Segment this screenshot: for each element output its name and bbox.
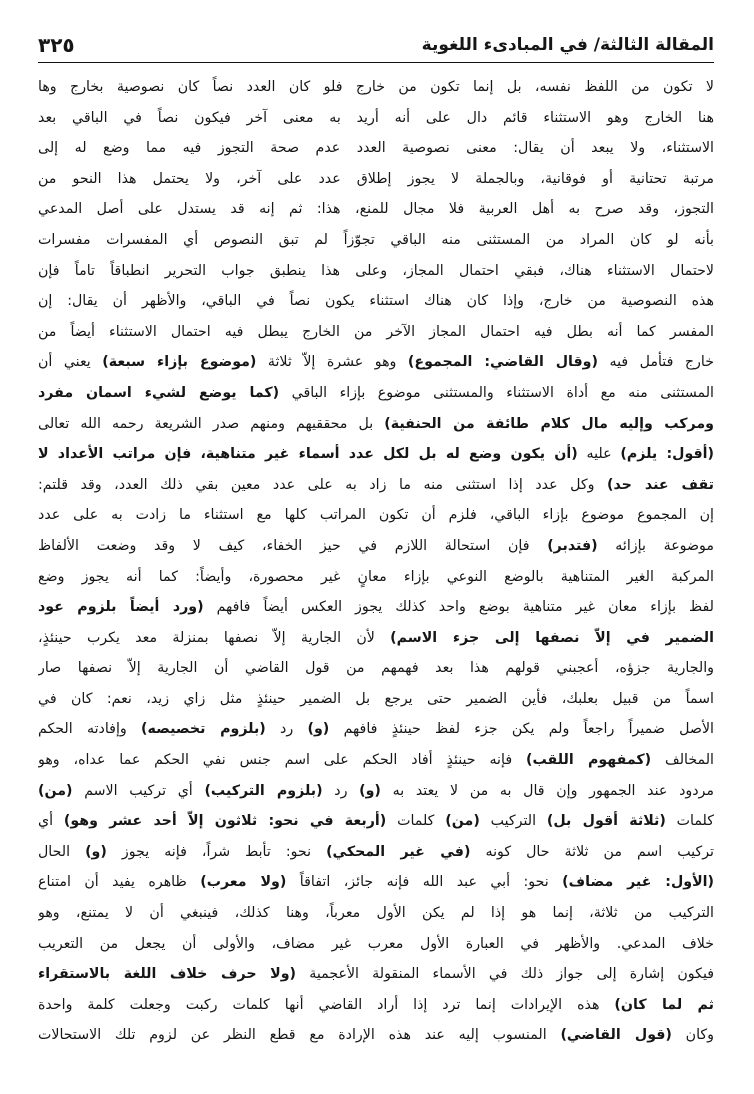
- text-span: المستثنى منه مع أداة الاستثناء والمستثنى موضوع بإزاء الباقي: [279, 384, 714, 401]
- page-number: ٣٢٥: [38, 33, 75, 57]
- text-span: المخالف: [651, 752, 714, 769]
- bold-phrase: (فتدبر): [547, 537, 598, 554]
- text-line: [38, 776, 714, 807]
- text-line: [38, 990, 714, 1021]
- text-line: [38, 133, 714, 164]
- bold-phrase: (أن يكون وضع له بل لكل عدد أسماء غير متناهية، فإن مراتب الأعداد لا: [38, 446, 578, 463]
- text-line: [38, 164, 714, 195]
- bold-phrase: (كمفهوم اللقب): [526, 752, 652, 769]
- text-line: [38, 470, 714, 501]
- text-span: كلمات: [665, 813, 714, 830]
- bold-phrase: (و): [85, 843, 107, 860]
- text-line: [38, 256, 714, 287]
- text-line: [38, 347, 714, 378]
- text-span: أي: [38, 813, 64, 830]
- text-span: التركيب: [479, 813, 547, 830]
- text-span: فإن استحالة اللازم في حيز الخفاء، كيف لا وقد وضعت الألفاظ: [38, 537, 548, 554]
- text-line: [38, 592, 714, 623]
- chapter-title: المقالة الثالثة/ في المبادىء اللغوية: [421, 35, 714, 55]
- text-line: [38, 806, 714, 837]
- text-span: فيكون إشارة إلى جواز ذلك في الأسماء المنقولة الأعجمية: [296, 966, 714, 983]
- text-span: هذه النصوصية من خارج، وإذا كان هناك استثناء يكون نصاً في الباقي، والأظهر أن يقال: إن: [38, 293, 714, 310]
- text-span: أي تركيب الاسم: [72, 782, 205, 799]
- text-span: يعني أن: [38, 354, 103, 371]
- text-span: كلمات: [386, 813, 446, 830]
- text-span: رد: [265, 721, 308, 738]
- text-line: [38, 286, 714, 317]
- bold-phrase: (أقول: يلزم): [620, 446, 714, 463]
- text-line: [38, 103, 714, 134]
- text-span: الأصل ضميراً راجعاً ولم يكن جزء لفظ حينئذٍ فافهم: [329, 721, 714, 738]
- text-span: وإفادته الحكم: [38, 721, 142, 738]
- text-span: إن المجموع موضوع بإزاء الباقي، فلزم أن تكون المراتب كلها مع استثناء ما زادت به على عدد: [38, 507, 714, 524]
- text-line: [38, 409, 714, 440]
- text-line: [38, 72, 714, 103]
- text-line: [38, 439, 714, 470]
- text-span: خلاف المدعي. والأظهر في العبارة الأول معرب غير مضاف، والأولى أن يجعل من التعريب: [38, 935, 714, 952]
- bold-phrase: (بلزوم التركيب): [204, 782, 323, 799]
- bold-phrase: (و): [359, 782, 381, 799]
- bold-phrase: (ثلاثة أقول بل): [546, 813, 666, 830]
- text-line: [38, 929, 714, 960]
- text-line: [38, 653, 714, 684]
- bold-phrase: (ورد أيضاً بلزوم عود: [38, 599, 204, 616]
- text-span: الحال: [38, 843, 86, 860]
- bold-phrase: تقف عند حد): [607, 476, 714, 493]
- bold-phrase: (كما يوضع لشيء اسمان مفرد: [38, 384, 280, 401]
- text-span: مردود عند الجمهور وإن قال به من لا يعتد به: [380, 782, 714, 799]
- text-span: التركيب من ثلاثة، إنما هو إذا لم يكن الأول معرباً، وهنا كذلك، فينبغي أن لا يمتنع، وهو: [38, 905, 714, 922]
- bold-phrase: (بلزوم تخصيصه): [141, 721, 266, 738]
- text-span: تركيب اسم من ثلاثة حال كونه: [470, 843, 714, 860]
- running-header: [38, 28, 714, 63]
- bold-phrase: (ولا معرب): [200, 874, 287, 891]
- bold-phrase: (الأول: غير مضاف): [562, 874, 714, 891]
- text-span: الاستثناء، ولا يبعد أن يقال: معنى نصوصية العدد عدم صحة التجوز فيه مما وضع له إلى: [38, 140, 714, 157]
- text-span: مرتبة تحتانية أو فوقانية، وبالجملة لا يجوز إطلاق عدد على آخر، ولا يحتمل هذا النحو من: [38, 170, 714, 187]
- text-span: وكل عدد إذا استثنى منه ما زاد به على عدد معين بقي ذلك العدد، وقد قلتم:: [38, 476, 607, 493]
- text-line: [38, 225, 714, 256]
- bold-phrase: (وقال القاضي: المجموع): [407, 354, 598, 371]
- text-line: [38, 531, 714, 562]
- bold-phrase: (موضوع بإزاء سبعة): [102, 354, 257, 371]
- text-span: نحو: تأبط شراً، فإنه يجوز: [106, 843, 327, 860]
- text-span: ظاهره يفيد أن امتناع: [38, 874, 201, 891]
- text-span: بل محققيهم ومنهم صدر الشريعة رحمه الله تعالى: [38, 415, 385, 432]
- text-span: لا تكون من اللفظ نفسه، بل إنما تكون من خارج فلو كان العدد نصاً كان نصوصية بخارج وها: [38, 79, 714, 95]
- bold-phrase: الضمير في إلاّ نصفها إلى جزء الاسم): [390, 629, 714, 646]
- text-line: [38, 959, 714, 990]
- bold-phrase: (قول القاضي): [560, 1027, 672, 1044]
- bold-phrase: (في غير المحكي): [326, 843, 471, 860]
- text-span: المنسوب إليه عند هذه الإرادة مع قطع النظر عن لزوم تلك الاستحالات: [38, 1027, 561, 1044]
- text-line: [38, 745, 714, 776]
- text-line: [38, 378, 714, 409]
- bold-phrase: ثم لما كان): [614, 996, 714, 1013]
- bold-phrase: (من): [445, 813, 480, 830]
- text-span: التجوز، وقد صرح به أهل العربية فلا مجال للمنع، هذا: ثم إنه قد يستدل على أصل المدعي: [38, 201, 714, 218]
- text-line: [38, 194, 714, 225]
- bold-phrase: ومركب وإليه مال كلام طائفة من الحنفية): [384, 415, 714, 432]
- text-span: بأنه لو كان المراد من المستثنى منه الباقي تجوّزاً لم تبق النصوص أي المفسرات مفسرات: [38, 231, 714, 248]
- text-line: [38, 837, 714, 868]
- text-line: [38, 684, 714, 715]
- text-line: [38, 317, 714, 348]
- text-span: وكان: [671, 1027, 714, 1044]
- text-line: [38, 1020, 714, 1051]
- text-span: لاحتمال الاستثناء هناك، فبقي احتمال المجاز، وعلى هذا ينطبق جواب التحرير انطباقاً تاماً فإن: [38, 262, 714, 279]
- text-span: لفظ بإزاء معان غير متناهية بوضع واحد كذلك يجوز العكس أيضاً فافهم: [203, 599, 714, 616]
- text-span: وهو عشرة إلاّ ثلاثة: [256, 354, 408, 371]
- text-line: [38, 867, 714, 898]
- text-line: [38, 562, 714, 593]
- text-line: [38, 623, 714, 654]
- text-span: والجارية جزؤه، أعجبني قولهم هذا بعد فهمهم من قول القاضي أن الجارية إلاّ نصفها صار: [38, 660, 714, 677]
- text-span: هنا الخارج وهو الاستثناء قائم دال على أنه أريد به معنى آخر فيكون نصاً في الباقي بعد: [38, 109, 714, 126]
- text-span: عليه: [577, 446, 621, 463]
- bold-phrase: (أربعة في نحو: ثلاثون إلاّ أحد عشر وهو): [63, 813, 387, 830]
- bold-phrase: (ولا حرف خلاف اللغة بالاستقراء: [38, 966, 297, 983]
- text-span: اسماً من قبيل بعلبك، فأين الضمير حتى يرجع بل الضمير حينئذٍ مثل زاي زيد، نعم: كان في: [38, 690, 714, 707]
- bold-phrase: (و): [307, 721, 330, 738]
- text-span: المركبة الغير المتناهية بالوضع النوعي بإزاء معانٍ غير محصورة، وأيضاً: كما أنه يجوز وضع: [38, 568, 714, 585]
- text-line: [38, 898, 714, 929]
- text-span: لأن الجارية إلاّ نصفها بمنزلة معد يكرب حينئذٍ،: [38, 629, 391, 646]
- text-span: المفسر كما أنه بطل فيه احتمال المجاز الآخر من الخارج يبطل فيه احتمال الاستثناء أيضاً من: [38, 323, 714, 340]
- text-span: موضوعة بإزائه: [597, 537, 714, 554]
- text-line: [38, 500, 714, 531]
- text-line: [38, 714, 714, 745]
- text-span: رد: [322, 782, 360, 799]
- bold-phrase: (من): [38, 782, 73, 799]
- text-span: خارج فتأمل فيه: [597, 354, 714, 371]
- text-span: هذه الإيرادات إنما ترد إذا أراد القاضي أنها كلمات ركبت وجعلت كلمة واحدة: [38, 996, 615, 1013]
- body-text: [38, 72, 714, 1051]
- text-span: فإنه حينئذٍ أفاد الحكم على اسم جنس نفي الحكم عما عداه، وهو: [38, 752, 526, 769]
- text-span: نحو: أبي عبد الله فإنه جائز، اتفاقاً: [286, 874, 563, 891]
